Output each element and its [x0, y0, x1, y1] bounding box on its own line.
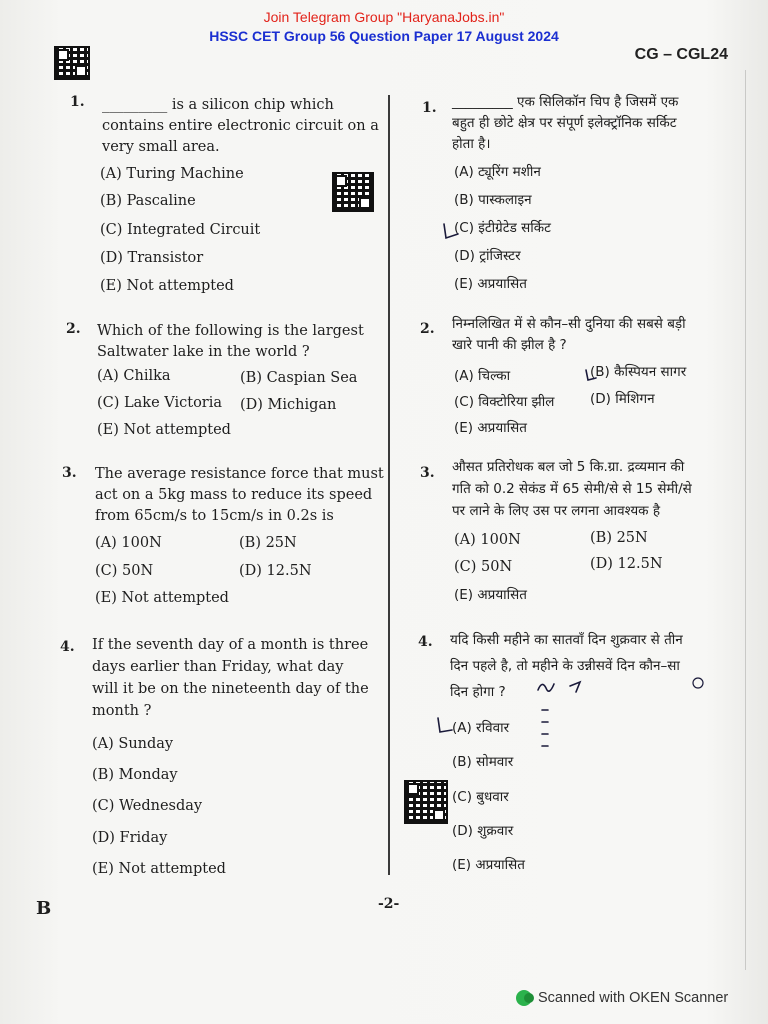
- option-a: (A) 100N: [95, 535, 162, 551]
- question-number: 4.: [60, 639, 75, 655]
- page-number: -2-: [378, 896, 400, 912]
- option-b: (B) Monday: [92, 767, 178, 783]
- option-c: (C) 50N: [95, 563, 154, 579]
- option-d: (D) मिशिगन: [590, 391, 655, 407]
- option-e: (E) अप्रयासित: [452, 857, 525, 873]
- option-c: (C) विक्टोरिया झील: [454, 394, 555, 410]
- scanner-logo-icon: [516, 990, 532, 1006]
- pen-mark-a: [438, 718, 452, 732]
- question-text: Which of the following is the largest Saltwater lake in the world ?: [97, 323, 364, 360]
- option-a: (A) ट्यूरिंग मशीन: [454, 164, 541, 180]
- option-e: (E) अप्रयासित: [454, 587, 527, 603]
- scanner-text: Scanned with OKEN Scanner: [538, 990, 729, 1006]
- option-b: (B) 25N: [590, 530, 648, 546]
- option-a: (A) Sunday: [92, 736, 174, 752]
- option-d: (D) Michigan: [240, 397, 337, 413]
- question-text: यदि किसी महीने का सातवाँ दिन शुक्रवार से तीन दिन पहले है, तो महीने के उन्नीसवें दिन कौन–सा दिन होगा ?: [450, 632, 683, 700]
- booklet-set-label: B: [36, 898, 52, 919]
- option-d: (D) 12.5N: [590, 556, 663, 572]
- paper-code: CG – CGL24: [634, 46, 728, 63]
- qr-code-icon: [54, 46, 90, 80]
- option-a: (A) रविवार: [452, 720, 510, 736]
- option-c: (C) Wednesday: [92, 798, 203, 814]
- question-text: औसत प्रतिरोधक बल जो 5 कि.ग्रा. द्रव्यमान की गति को 0.2 सेकंड में 65 सेमी/से से 15 सेमी/से पर लाने के लिए उस पर लगना आवश्यक है: [452, 459, 692, 519]
- option-b: (B) पास्कलाइन: [454, 192, 532, 208]
- scanner-watermark: [516, 990, 728, 1006]
- pen-mark-dashes: [542, 710, 548, 746]
- option-d: (D) Transistor: [100, 250, 204, 266]
- question-text: निम्नलिखित में से कौन–सी दुनिया की सबसे बड़ी खारे पानी की झील है ?: [452, 316, 686, 353]
- option-a: (A) Chilka: [97, 368, 171, 384]
- question-number: 1.: [422, 100, 437, 116]
- paper-title-banner: HSSC CET Group 56 Question Paper 17 August 2024: [209, 28, 559, 44]
- option-d: (D) ट्रांजिस्टर: [454, 248, 521, 264]
- question-number: 2.: [66, 321, 81, 337]
- question-number: 4.: [418, 634, 433, 650]
- column-divider: [388, 95, 390, 875]
- option-b: (B) कैस्पियन सागर: [590, 364, 687, 380]
- question-number: 2.: [420, 321, 435, 337]
- option-e: (E) अप्रयासित: [454, 420, 527, 436]
- option-d: (D) 12.5N: [239, 563, 312, 579]
- option-d: (D) शुक्रवार: [452, 823, 514, 839]
- telegram-banner[interactable]: Join Telegram Group "HaryanaJobs.in": [263, 9, 505, 25]
- question-number: 3.: [420, 465, 435, 481]
- option-d: (D) Friday: [92, 830, 168, 846]
- option-e: (E) Not attempted: [92, 861, 226, 877]
- option-c: (C) Lake Victoria: [97, 395, 223, 411]
- question-text: _________ एक सिलिकॉन चिप है जिसमें एक बहुत ही छोटे क्षेत्र पर संपूर्ण इलेक्ट्रॉनिक सर्किट होता है।: [452, 94, 679, 152]
- option-a: (A) 100N: [454, 532, 521, 548]
- option-c: (C) 50N: [454, 559, 513, 575]
- option-c: (C) Integrated Circuit: [100, 222, 261, 238]
- option-c: (C) इंटीग्रेटेड सर्किट: [454, 220, 551, 236]
- question-text: If the seventh day of a month is three days earlier than Friday, what day will it be on the nineteenth day of the month ?: [92, 637, 369, 719]
- pen-circle: [693, 678, 703, 688]
- option-b: (B) Caspian Sea: [240, 370, 358, 386]
- question-text: _________ is a silicon chip which contains entire electronic circuit on a very small area.: [102, 97, 379, 155]
- option-b: (B) सोमवार: [452, 754, 514, 770]
- option-a: (A) चिल्का: [454, 368, 511, 384]
- option-b: (B) 25N: [239, 535, 297, 551]
- option-e: (E) Not attempted: [95, 590, 229, 606]
- option-c: (C) बुधवार: [452, 789, 509, 805]
- question-number: 1.: [70, 94, 85, 110]
- qr-code-icon: [404, 780, 448, 824]
- question-number: 3.: [62, 465, 77, 481]
- option-b: (B) Pascaline: [100, 193, 196, 209]
- page-edge: [745, 70, 746, 970]
- qr-code-icon: [332, 172, 374, 212]
- option-e: (E) Not attempted: [100, 278, 234, 294]
- question-text: The average resistance force that must act on a 5kg mass to reduce its speed from 65cm/s to 15cm/s in 0.2s is: [95, 466, 384, 524]
- option-e: (E) Not attempted: [97, 422, 231, 438]
- option-a: (A) Turing Machine: [100, 166, 244, 182]
- option-e: (E) अप्रयासित: [454, 276, 527, 292]
